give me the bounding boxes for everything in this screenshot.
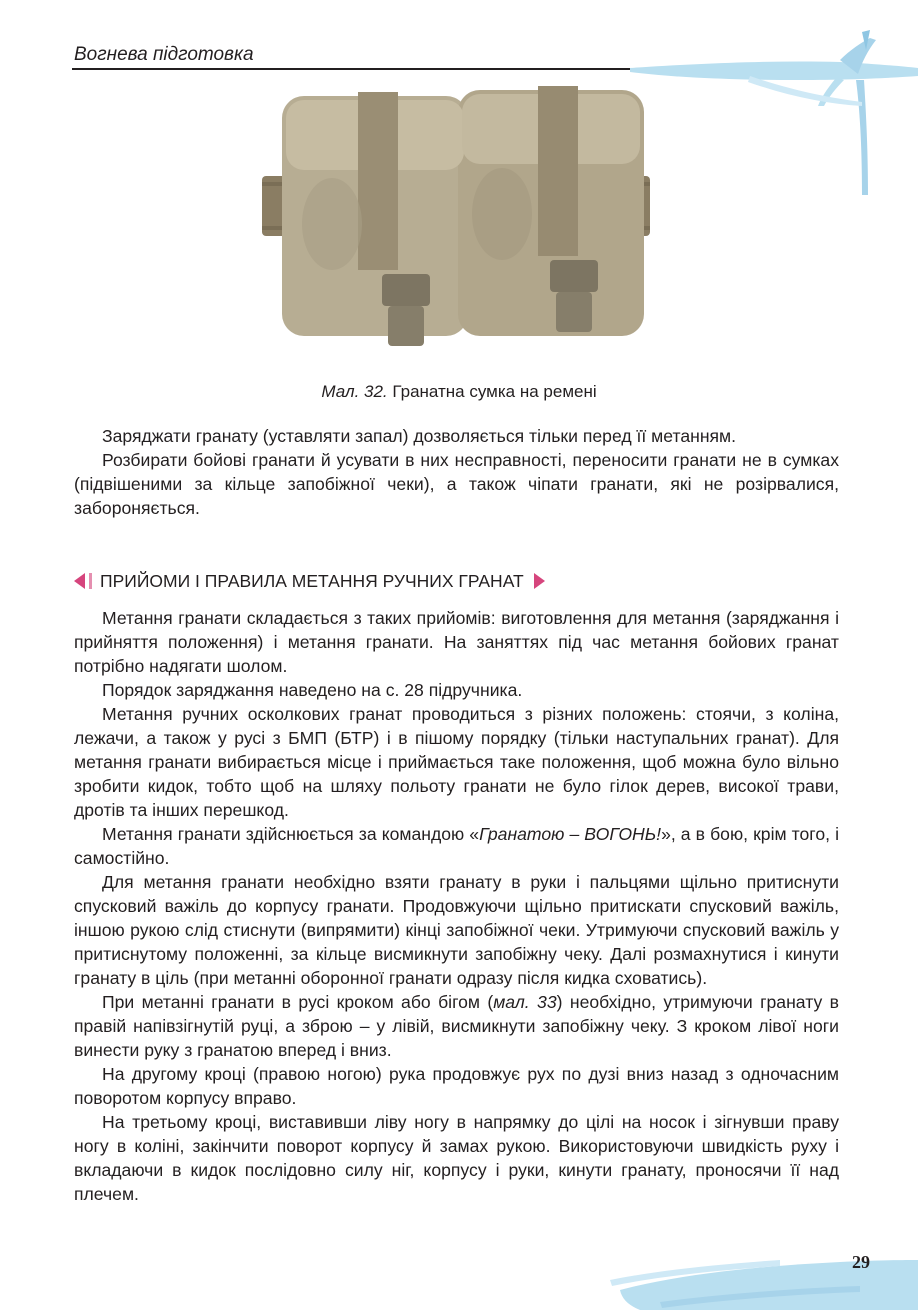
right-triangle-icon: [534, 573, 545, 589]
page-number: 29: [852, 1252, 870, 1272]
caption-text: Гранатна сумка на ремені: [387, 382, 597, 401]
caption-label: Мал. 32.: [321, 382, 388, 401]
body-paragraph-3: Метання ручних осколкових гранат проводиться з різних положень: стоячи, з коліна, лежачи, а також у русі з БМП (БТР) і в пішому порядку (тільки наступальних гранат). Для метання гранати вибирається місце і приймається таке положення, щоб можна було вільно зробити кидок, тобто щоб на шляху польоту гранати не було гілок дерев, високої трави, дротів та інших перешкод.: [74, 704, 839, 820]
header-rule: [72, 68, 632, 70]
section-body: [74, 606, 839, 1206]
figure-reference: мал. 33: [493, 992, 557, 1012]
body-paragraph-5: Для метання гранати необхідно взяти гранату в руки і пальцями щільно притиснути спусковий важіль до корпусу гранати. Продовжуючи щільно притискати спусковий важіль, іншою рукою слід стиснути (випрямити) кінці запобіжної чеки. Утримуючи спусковий важіль у притиснутому положенні, за кільце висмикнути запобіжну чеку. Далі розмахнутися і кинути гранату в ціль (при метанні оборонної гранати одразу після кидка сховатись).: [74, 872, 839, 988]
body-paragraph-1: Метання гранати складається з таких прийомів: виготовлення для метання (заряджання і прийняття положення) і метання гранати. На заняттях під час метання бойових гранат потрібно надягати шолом.: [74, 608, 839, 676]
grenade-pouch-photo: [262, 84, 650, 364]
running-header-title: Вогнева підготовка: [74, 44, 254, 65]
p4-before: Метання гранати здійснюється за командою «: [102, 824, 480, 844]
body-paragraph-4: [74, 822, 839, 870]
heading-bar-icon: [89, 573, 92, 589]
figure-caption: [0, 382, 918, 402]
intro-paragraph-2: Розбирати бойові гранати й усувати в них несправності, переносити гранати не в сумках (підвішеними за кільце запобіжної чеки), а також чіпати гранати, які не розірвалися, забороняється.: [74, 450, 839, 518]
intro-paragraph-1: Заряджати гранату (уставляти запал) дозволяється тільки перед її метанням.: [102, 426, 737, 446]
footer-brush-decoration: [600, 1230, 918, 1314]
p6-after: ) необхідно, утримуючи гранату в правій напівзігнутій руці, а зброю – у лівій, висмикнути запобіжну чеку. З кроком лівої ноги винести руку з гранатою вперед і вниз.: [74, 992, 839, 1060]
left-triangle-icon: [74, 573, 85, 589]
body-paragraph-2: Порядок заряджання наведено на с. 28 підручника.: [102, 680, 523, 700]
intro-text: [74, 424, 839, 520]
body-paragraph-7: На другому кроці (правою ногою) рука продовжує рух по дузі вниз назад з одночасним поворотом корпусу вправо.: [74, 1064, 839, 1108]
command-text: Гранатою – ВОГОНЬ!: [479, 824, 662, 844]
body-paragraph-8: На третьому кроці, виставивши ліву ногу в напрямку до цілі на носок і зігнувши праву ногу в коліні, закінчити поворот корпусу й замах рукою. Використовуючи швидкість руху і вкладаючи в кидок послідовно силу ніг, корпусу і руки, кинути гранату, проносячи її над плечем.: [74, 1112, 839, 1204]
p6-before: При метанні гранати в русі кроком або бігом (: [102, 992, 494, 1012]
p4-after: », а в бою, крім того, і самостійно.: [74, 824, 839, 868]
section-heading-text: ПРИЙОМИ І ПРАВИЛА МЕТАННЯ РУЧНИХ ГРАНАТ: [100, 570, 524, 591]
section-heading: [74, 569, 545, 593]
body-paragraph-6: [74, 990, 839, 1062]
